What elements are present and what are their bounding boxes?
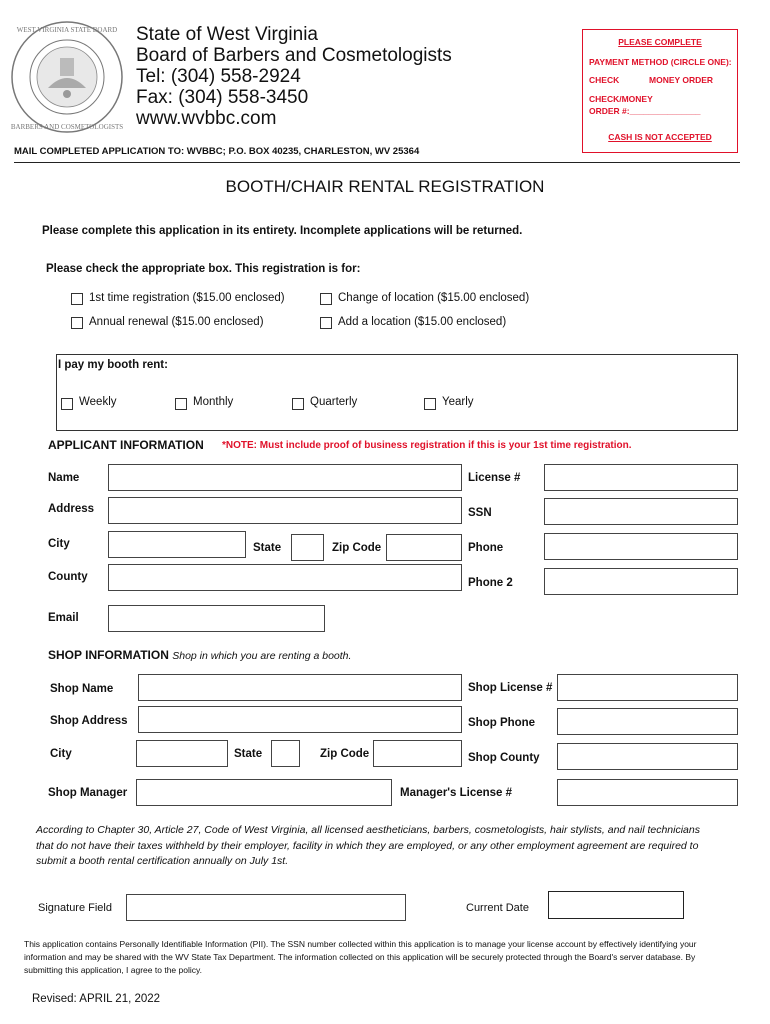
manager-license-label: Manager's License # — [400, 787, 513, 799]
signature-label: Signature Field — [38, 902, 112, 914]
shop-state-label: State — [234, 748, 263, 760]
payment-title: PLEASE COMPLETE — [618, 37, 702, 47]
shop-manager-input[interactable] — [136, 779, 392, 806]
name-label: Name — [48, 472, 80, 484]
reg-change-location-label: Change of location ($15.00 enclosed) — [338, 292, 530, 304]
payment-check-money: CHECK/MONEY — [589, 94, 653, 104]
shop-heading — [48, 648, 351, 662]
county-input[interactable] — [108, 564, 462, 591]
license-label: License # — [468, 472, 521, 484]
state-seal — [8, 18, 126, 136]
revised-date: Revised: APRIL 21, 2022 — [32, 993, 161, 1005]
reg-change-location-checkbox[interactable] — [320, 293, 332, 305]
form-title: BOOTH/CHAIR RENTAL REGISTRATION — [225, 177, 545, 196]
rent-yearly-checkbox[interactable] — [424, 398, 436, 410]
zip-input[interactable] — [386, 534, 462, 561]
ssn-label: SSN — [468, 507, 492, 519]
shop-license-label: Shop License # — [468, 682, 553, 694]
rent-quarterly-checkbox[interactable] — [292, 398, 304, 410]
rent-monthly-checkbox[interactable] — [175, 398, 187, 410]
payment-cash-note: CASH IS NOT ACCEPTED — [608, 132, 712, 142]
statute-paragraph: According to Chapter 30, Article 27, Code of West Virginia, all licensed aestheticians, barbers, cosmetologists, hair stylists, and nail technicians that do not have their taxes withheld by their employer, facility in which they are employed, or any other employment agreement are required to submit a booth rental certification annually on July 1st. — [36, 824, 700, 867]
svg-text:BARBERS AND COSMETOLOGISTS: BARBERS AND COSMETOLOGISTS — [10, 123, 124, 131]
address-label: Address — [48, 503, 95, 515]
shop-name-input[interactable] — [138, 674, 462, 701]
date-input[interactable] — [548, 891, 684, 919]
header-fax: Fax: (304) 558-3450 — [136, 87, 309, 108]
payment-method: PAYMENT METHOD (CIRCLE ONE): — [589, 57, 732, 67]
reg-first-time-checkbox[interactable] — [71, 293, 83, 305]
reg-add-location-label: Add a location ($15.00 enclosed) — [338, 316, 507, 328]
rent-monthly-label: Monthly — [193, 396, 234, 408]
phone2-label: Phone 2 — [468, 577, 513, 589]
rent-quarterly-label: Quarterly — [310, 396, 358, 408]
shop-address-label: Shop Address — [50, 715, 128, 727]
header-line-2: Board of Barbers and Cosmetologists — [136, 45, 452, 66]
date-label: Current Date — [466, 902, 529, 914]
shop-phone-input[interactable] — [557, 708, 738, 735]
state-input[interactable] — [291, 534, 324, 561]
mail-line: MAIL COMPLETED APPLICATION TO: WVBBC; P.O. BOX 40235, CHARLESTON, WV 25364 — [14, 146, 420, 157]
phone2-input[interactable] — [544, 568, 738, 595]
manager-license-input[interactable] — [557, 779, 738, 806]
shop-county-input[interactable] — [557, 743, 738, 770]
header-divider — [14, 162, 740, 163]
rent-weekly-label: Weekly — [79, 396, 117, 408]
shop-county-label: Shop County — [468, 752, 540, 764]
reg-annual-renewal-label: Annual renewal ($15.00 enclosed) — [89, 316, 264, 328]
shop-manager-label: Shop Manager — [48, 787, 128, 799]
email-input[interactable] — [108, 605, 325, 632]
applicant-heading: APPLICANT INFORMATION — [48, 438, 204, 452]
shop-zip-label: Zip Code — [320, 748, 370, 760]
signature-input[interactable] — [126, 894, 406, 921]
shop-name-label: Shop Name — [50, 683, 114, 695]
shop-city-input[interactable] — [136, 740, 228, 767]
reg-first-time-label: 1st time registration ($15.00 enclosed) — [89, 292, 285, 304]
intro-text: Please complete this application in its entirety. Incomplete applications will be returned. — [42, 225, 523, 237]
payment-box — [582, 29, 738, 153]
rent-yearly-label: Yearly — [442, 396, 474, 408]
license-input[interactable] — [544, 464, 738, 491]
header-tel: Tel: (304) 558-2924 — [136, 66, 301, 87]
state-label: State — [253, 542, 282, 554]
city-input[interactable] — [108, 531, 246, 558]
payment-money-order[interactable]: MONEY ORDER — [649, 75, 714, 85]
phone-label: Phone — [468, 542, 504, 554]
applicant-note: *NOTE: Must include proof of business registration if this is your 1st time registration. — [222, 440, 632, 451]
shop-heading-title: SHOP INFORMATION — [48, 648, 169, 662]
registration-prompt: Please check the appropriate box. This registration is for: — [46, 263, 361, 275]
ssn-input[interactable] — [544, 498, 738, 525]
payment-check[interactable]: CHECK — [589, 75, 620, 85]
name-input[interactable] — [108, 464, 462, 491]
header-line-1: State of West Virginia — [136, 24, 319, 45]
address-input[interactable] — [108, 497, 462, 524]
header-website: www.wvbbc.com — [136, 108, 277, 129]
city-label: City — [48, 538, 70, 550]
zip-label: Zip Code — [332, 542, 382, 554]
rent-label: I pay my booth rent: — [58, 359, 168, 371]
rent-weekly-checkbox[interactable] — [61, 398, 73, 410]
shop-state-input[interactable] — [271, 740, 300, 767]
payment-order-number[interactable]: ORDER #:_______________ — [589, 106, 701, 116]
shop-subheading: Shop in which you are renting a booth. — [172, 650, 352, 662]
email-label: Email — [48, 612, 79, 624]
shop-license-input[interactable] — [557, 674, 738, 701]
county-label: County — [48, 571, 88, 583]
svg-text:WEST VIRGINIA STATE BOARD: WEST VIRGINIA STATE BOARD — [16, 26, 118, 34]
shop-address-input[interactable] — [138, 706, 462, 733]
privacy-notice: This application contains Personally Identifiable Information (PII). The SSN number collected within this application is to manage your license account by effectively identifying your information and may be shared with the WV State Tax Department. The information collected on this application will be securely protected through the Board's server database. By submitting this application, I agree to the policy. — [24, 939, 697, 975]
phone-input[interactable] — [544, 533, 738, 560]
reg-annual-renewal-checkbox[interactable] — [71, 317, 83, 329]
shop-phone-label: Shop Phone — [468, 717, 536, 729]
shop-city-label: City — [50, 748, 72, 760]
reg-add-location-checkbox[interactable] — [320, 317, 332, 329]
shop-zip-input[interactable] — [373, 740, 462, 767]
